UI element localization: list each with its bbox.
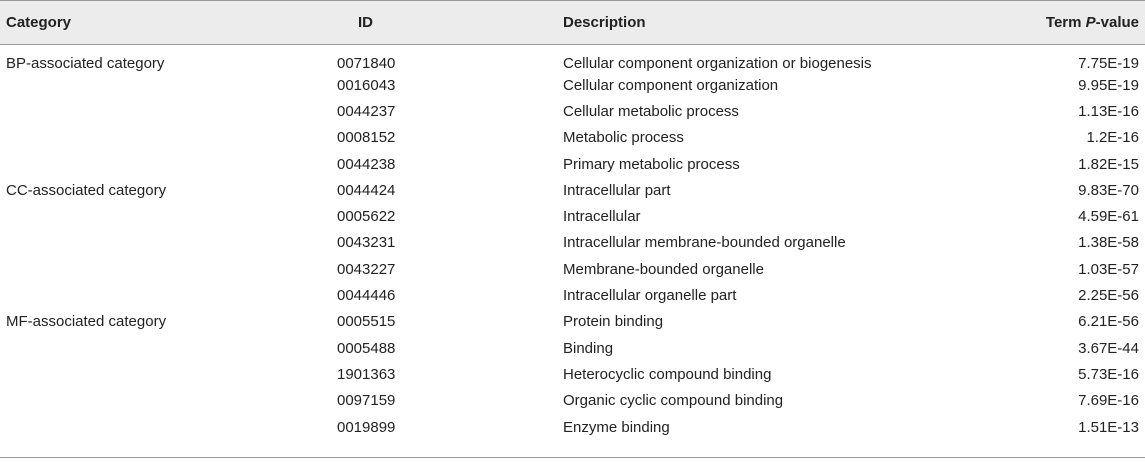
cell-category [0,388,337,414]
cell-id: 0019899 [337,418,396,436]
table-header [0,1,1145,45]
table-row [0,45,1145,73]
table-body [0,45,1145,441]
table-row [0,125,1145,151]
cell-description: Enzyme binding [563,418,670,436]
cell-description: Protein binding [563,313,664,331]
cell-term-pvalue: 7.75E-19 [1078,55,1139,72]
cell-term-pvalue: 9.95E-19 [1078,76,1139,94]
cell-description: Cellular component organization [563,76,779,94]
table-row [0,177,1145,203]
cell-id: 0043231 [337,234,396,252]
cell-description: Metabolic process [563,129,684,147]
header-pvalue-prefix: Term [1045,14,1086,31]
header-row [0,1,1145,45]
table-row [0,335,1145,361]
cell-category [0,151,337,177]
cell-id: 0044424 [337,181,396,199]
cell-description: Cellular component organization or biogenesis [563,55,872,72]
table-row [0,72,1145,98]
cell-term-pvalue: 4.59E-61 [1078,208,1139,226]
cell-term-pvalue: 1.2E-16 [1086,129,1139,147]
cell-category [0,72,337,98]
cell-id: 0044446 [337,287,396,305]
cell-id: 0071840 [337,55,396,72]
cell-category [0,256,337,282]
header-pvalue-suffix: -value [1095,14,1139,31]
cell-category [0,282,337,308]
cell-description: Organic cyclic compound binding [563,392,784,410]
cell-term-pvalue: 1.82E-15 [1078,155,1139,173]
table-row [0,282,1145,308]
table-row [0,256,1145,282]
cell-term-pvalue: 7.69E-16 [1078,392,1139,410]
header-category: Category [0,1,337,45]
cell-id: 0044238 [337,155,396,173]
cell-id: 1901363 [337,365,396,383]
cell-category [0,230,337,256]
header-pvalue-italic: P [1085,14,1096,31]
cell-description: Primary metabolic process [563,155,740,173]
cell-description: Intracellular membrane-bounded organelle [563,234,846,252]
cell-id: 0005488 [337,339,396,357]
cell-description: Binding [563,339,614,357]
header-id: ID [337,1,563,45]
cell-description: Heterocyclic compound binding [563,365,772,383]
cell-description: Membrane-bounded organelle [563,260,764,278]
cell-term-pvalue: 3.67E-44 [1078,339,1139,357]
cell-description: Cellular metabolic process [563,102,739,120]
table-row [0,98,1145,124]
cell-id: 0097159 [337,392,396,410]
cell-category [0,125,337,151]
cell-id: 0043227 [337,260,396,278]
cell-term-pvalue: 9.83E-70 [1078,181,1139,199]
cell-category [0,335,337,361]
cell-description: Intracellular organelle part [563,287,737,305]
cell-id: 0005515 [337,313,396,331]
table-row [0,361,1145,387]
cell-category [0,414,337,440]
header-description: Description [563,1,1003,45]
table-row [0,388,1145,414]
cell-term-pvalue: 1.51E-13 [1078,418,1139,436]
cell-category [0,203,337,229]
cell-id: 0044237 [337,102,396,120]
table-row [0,230,1145,256]
cell-term-pvalue: 1.38E-58 [1078,234,1139,252]
table-row [0,203,1145,229]
cell-id: 0005622 [337,208,396,226]
cell-description: Intracellular part [563,181,671,199]
header-term-pvalue [1003,1,1145,45]
cell-term-pvalue: 6.21E-56 [1078,313,1139,331]
cell-term-pvalue: 5.73E-16 [1078,365,1139,383]
cell-category: MF-associated category [6,313,167,331]
cell-category: CC-associated category [6,181,167,199]
table-bottom-rule [0,457,1145,458]
cell-term-pvalue: 1.03E-57 [1078,260,1139,278]
cell-term-pvalue: 1.13E-16 [1078,102,1139,120]
table-row [0,151,1145,177]
cell-category [0,98,337,124]
cell-id: 0008152 [337,129,396,147]
table-row [0,309,1145,335]
cell-term-pvalue: 2.25E-56 [1078,287,1139,305]
cell-category: BP-associated category [6,55,165,72]
cell-id: 0016043 [337,76,396,94]
table-row [0,414,1145,440]
cell-category [0,361,337,387]
cell-description: Intracellular [563,208,641,226]
